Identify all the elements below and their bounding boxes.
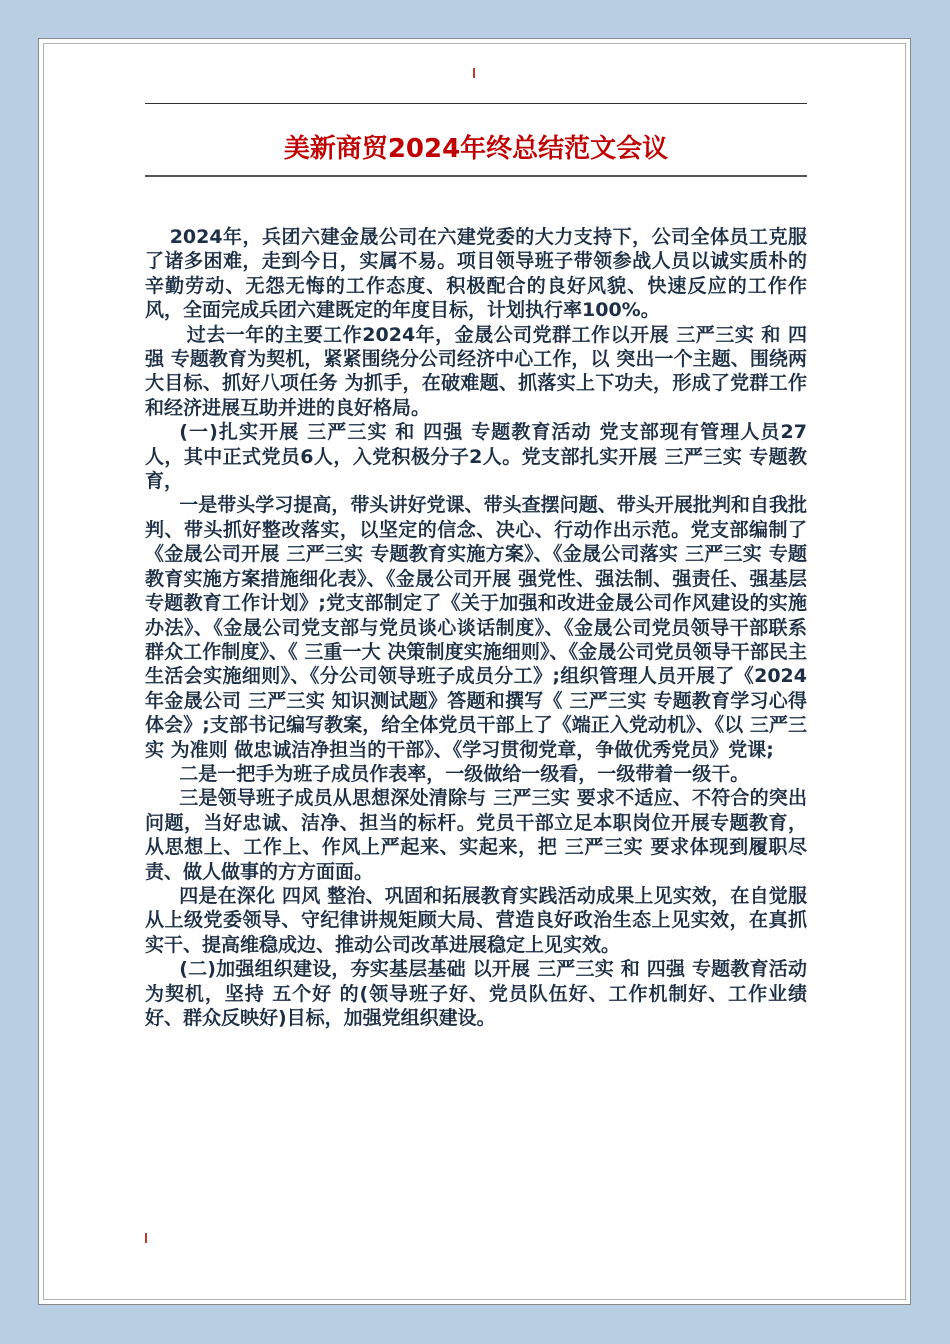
paragraph-point-four: 四是在深化 四风 整治、巩固和拓展教育实践活动成果上见实效，在自觉服从上级党委领导、守纪律讲规矩顾大局、营造良好政治生态上见实效，在真抓实干、提高维稳成边、推动公司改革进展稳定上见实效。 <box>145 884 807 956</box>
paragraph-section-two: (二)加强组织建设，夯实基层基础 以开展 三严三实 和 四强 专题教育活动为契机，坚持 五个好 的(领导班子好、党员队伍好、工作机制好、工作业绩好、群众反映好)目标，加强党组织建设。 <box>145 958 807 1029</box>
paragraph-point-three: 三是领导班子成员从思想深处清除与 三严三实 要求不适应、不符合的突出问题，当好忠诚、洁净、担当的标杆。党员干部立足本职岗位开展专题教育，从思想上、工作上、作风上严起来、实起来，把 三严三实 要求体现到履职尽责、做人做事的方方面面。 <box>145 787 807 883</box>
paragraph-intro: 2024年，兵团六建金晟公司在六建党委的大力支持下，公司全体员工克服了诸多困难，走到今日，实属不易。项目领导班子带领参战人员以诚实质朴的辛勤劳动、无怨无悔的工作态度、积极配合的良好风貌、快速反应的工作作风，全面完成兵团六建既定的年度目标，计划执行率100%。 <box>145 226 807 322</box>
document-page <box>38 38 911 1305</box>
title-rule <box>145 175 807 177</box>
paragraph-main-work: 过去一年的主要工作2024年，金晟公司党群工作以开展 三严三实 和 四强 专题教育为契机，紧紧围绕分公司经济中心工作，以 突出一个主题、围绕两大目标、抓好八项任务 为抓手，在破难题、抓落实上下功夫，形成了党群工作和经济进展互助并进的良好格局。 <box>145 323 807 419</box>
paragraph-point-one: 一是带头学习提高，带头讲好党课、带头查摆问题、带头开展批判和自我批判、带头抓好整改落实，以坚定的信念、决心、行动作出示范。党支部编制了《金晟公司开展 三严三实 专题教育实施方案》、《金晟公司落实 三严三实 专题教育实施方案措施细化表》、《金晟公司开展 强党性、强法制、强责任、强基层 专题教育工作计划》;党支部制定了《关于加强和改进金晟公司作风建设的实施办法》、《金晟公司党支部与党员谈心谈话制度》、《金晟公司党员领导干部联系群众工作制度》、《 三重一大 决策制度实施细则》、《金晟公司党员领导干部民主生活会实施细则》、《分公司领导班子成员分工》;组织管理人员开展了《2024年金晟公司 三严三实 知识测试题》答题和撰写《 三严三实 专题教育学习心得体会》;支部书记编写教案，给全体党员干部上了《端正入党动机》、《以 三严三实 为准则 做忠诚洁净担当的干部》、《学习贯彻党章，争做优秀党员》党课; <box>145 494 807 761</box>
document-body <box>145 225 807 1030</box>
header-mark <box>473 68 475 78</box>
header-rule <box>145 103 807 104</box>
paragraph-section-one: (一)扎实开展 三严三实 和 四强 专题教育活动 党支部现有管理人员27人，其中正式党员6人，入党积极分子2人。党支部扎实开展 三严三实 专题教育， <box>145 421 807 493</box>
document-title: 美新商贸2024年终总结范文会议 <box>283 134 669 164</box>
footer-mark <box>145 1233 147 1243</box>
paragraph-point-two: 二是一把手为班子成员作表率，一级做给一级看，一级带着一级干。 <box>179 762 750 785</box>
